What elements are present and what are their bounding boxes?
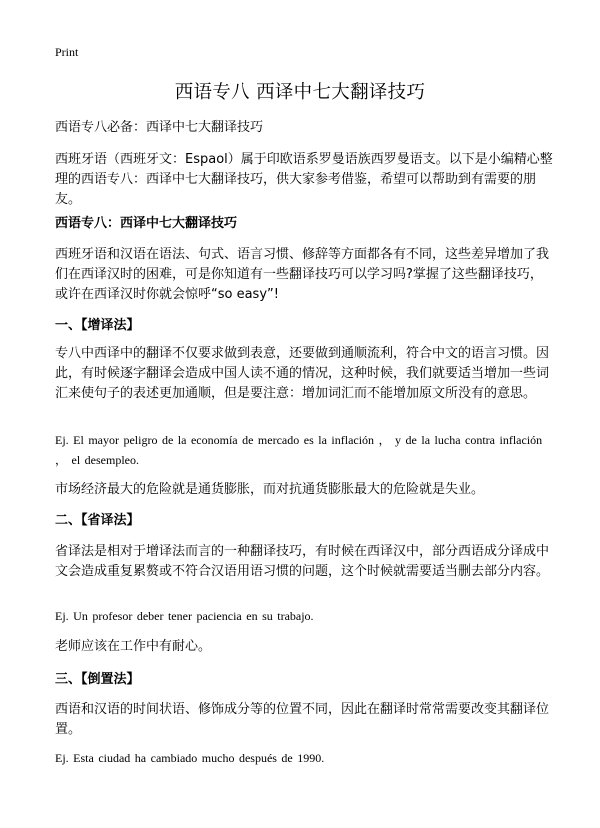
intro-line: 西语专八必备：西译中七大翻译技巧	[55, 120, 264, 135]
example-omit: Ej. Un profesor deber tener paciencia en su trabajo.	[55, 609, 314, 623]
section-body-inversion: 西语和汉语的时间状语、修饰成分等的位置不同，因此在翻译时常常需要改变其翻译位置。	[55, 702, 550, 737]
page-title: 西语专八 西译中七大翻译技巧	[174, 82, 426, 103]
translation-add: 市场经济最大的危险就是通货膨胀，而对抗通货膨胀最大的危险就是失业。	[55, 482, 485, 497]
section-heading-add: 一、【增译法】	[55, 318, 140, 333]
overview-paragraph: 西班牙语和汉语在语法、句式、语言习惯、修辞等方面都各有不同，这些差异增加了我们在西译汉时的困难，可是你知道有一些翻译技巧可以学习吗?掌握了这些翻译技巧，或许在西译汉时你就会惊呼“so easy”!	[55, 247, 550, 302]
example-add: Ej. El mayor peligro de la economía de mercado es la inflación ， y de la lucha contra inflación ， el desempleo.	[55, 433, 543, 467]
translation-omit: 老师应该在工作中有耐心。	[55, 639, 212, 654]
section-body-omit: 省译法是相对于增译法而言的一种翻译技巧，有时候在西译汉中，部分西语成分译成中文会造成重复累赘或不符合汉语用语习惯的问题，这个时候就需要适当删去部分内容。	[55, 544, 550, 579]
intro-paragraph: 西班牙语（西班牙文：Espaol）属于印欧语系罗曼语族西罗曼语支。以下是小编精心整理的西语专八：西译中七大翻译技巧，供大家参考借鉴，希望可以帮助到有需要的朋友。	[55, 152, 553, 207]
section-body-add: 专八中西译中的翻译不仅要求做到表意，还要做到通顺流利，符合中文的语言习惯。因此，有时候逐字翻译会造成中国人读不通的情况，这种时候，我们就要适当增加一些词汇来使句子的表述更加通顺，但是要注意：增加词汇而不能增加原文所没有的意思。	[55, 346, 550, 401]
section-heading-omit: 二、【省译法】	[55, 513, 140, 528]
section-title: 西语专八：西译中七大翻译技巧	[55, 216, 238, 231]
section-heading-inversion: 三、【倒置法】	[55, 672, 140, 687]
print-link[interactable]: Print	[55, 45, 79, 59]
example-inversion: Ej. Esta ciudad ha cambiado mucho después de 1990.	[55, 751, 325, 765]
